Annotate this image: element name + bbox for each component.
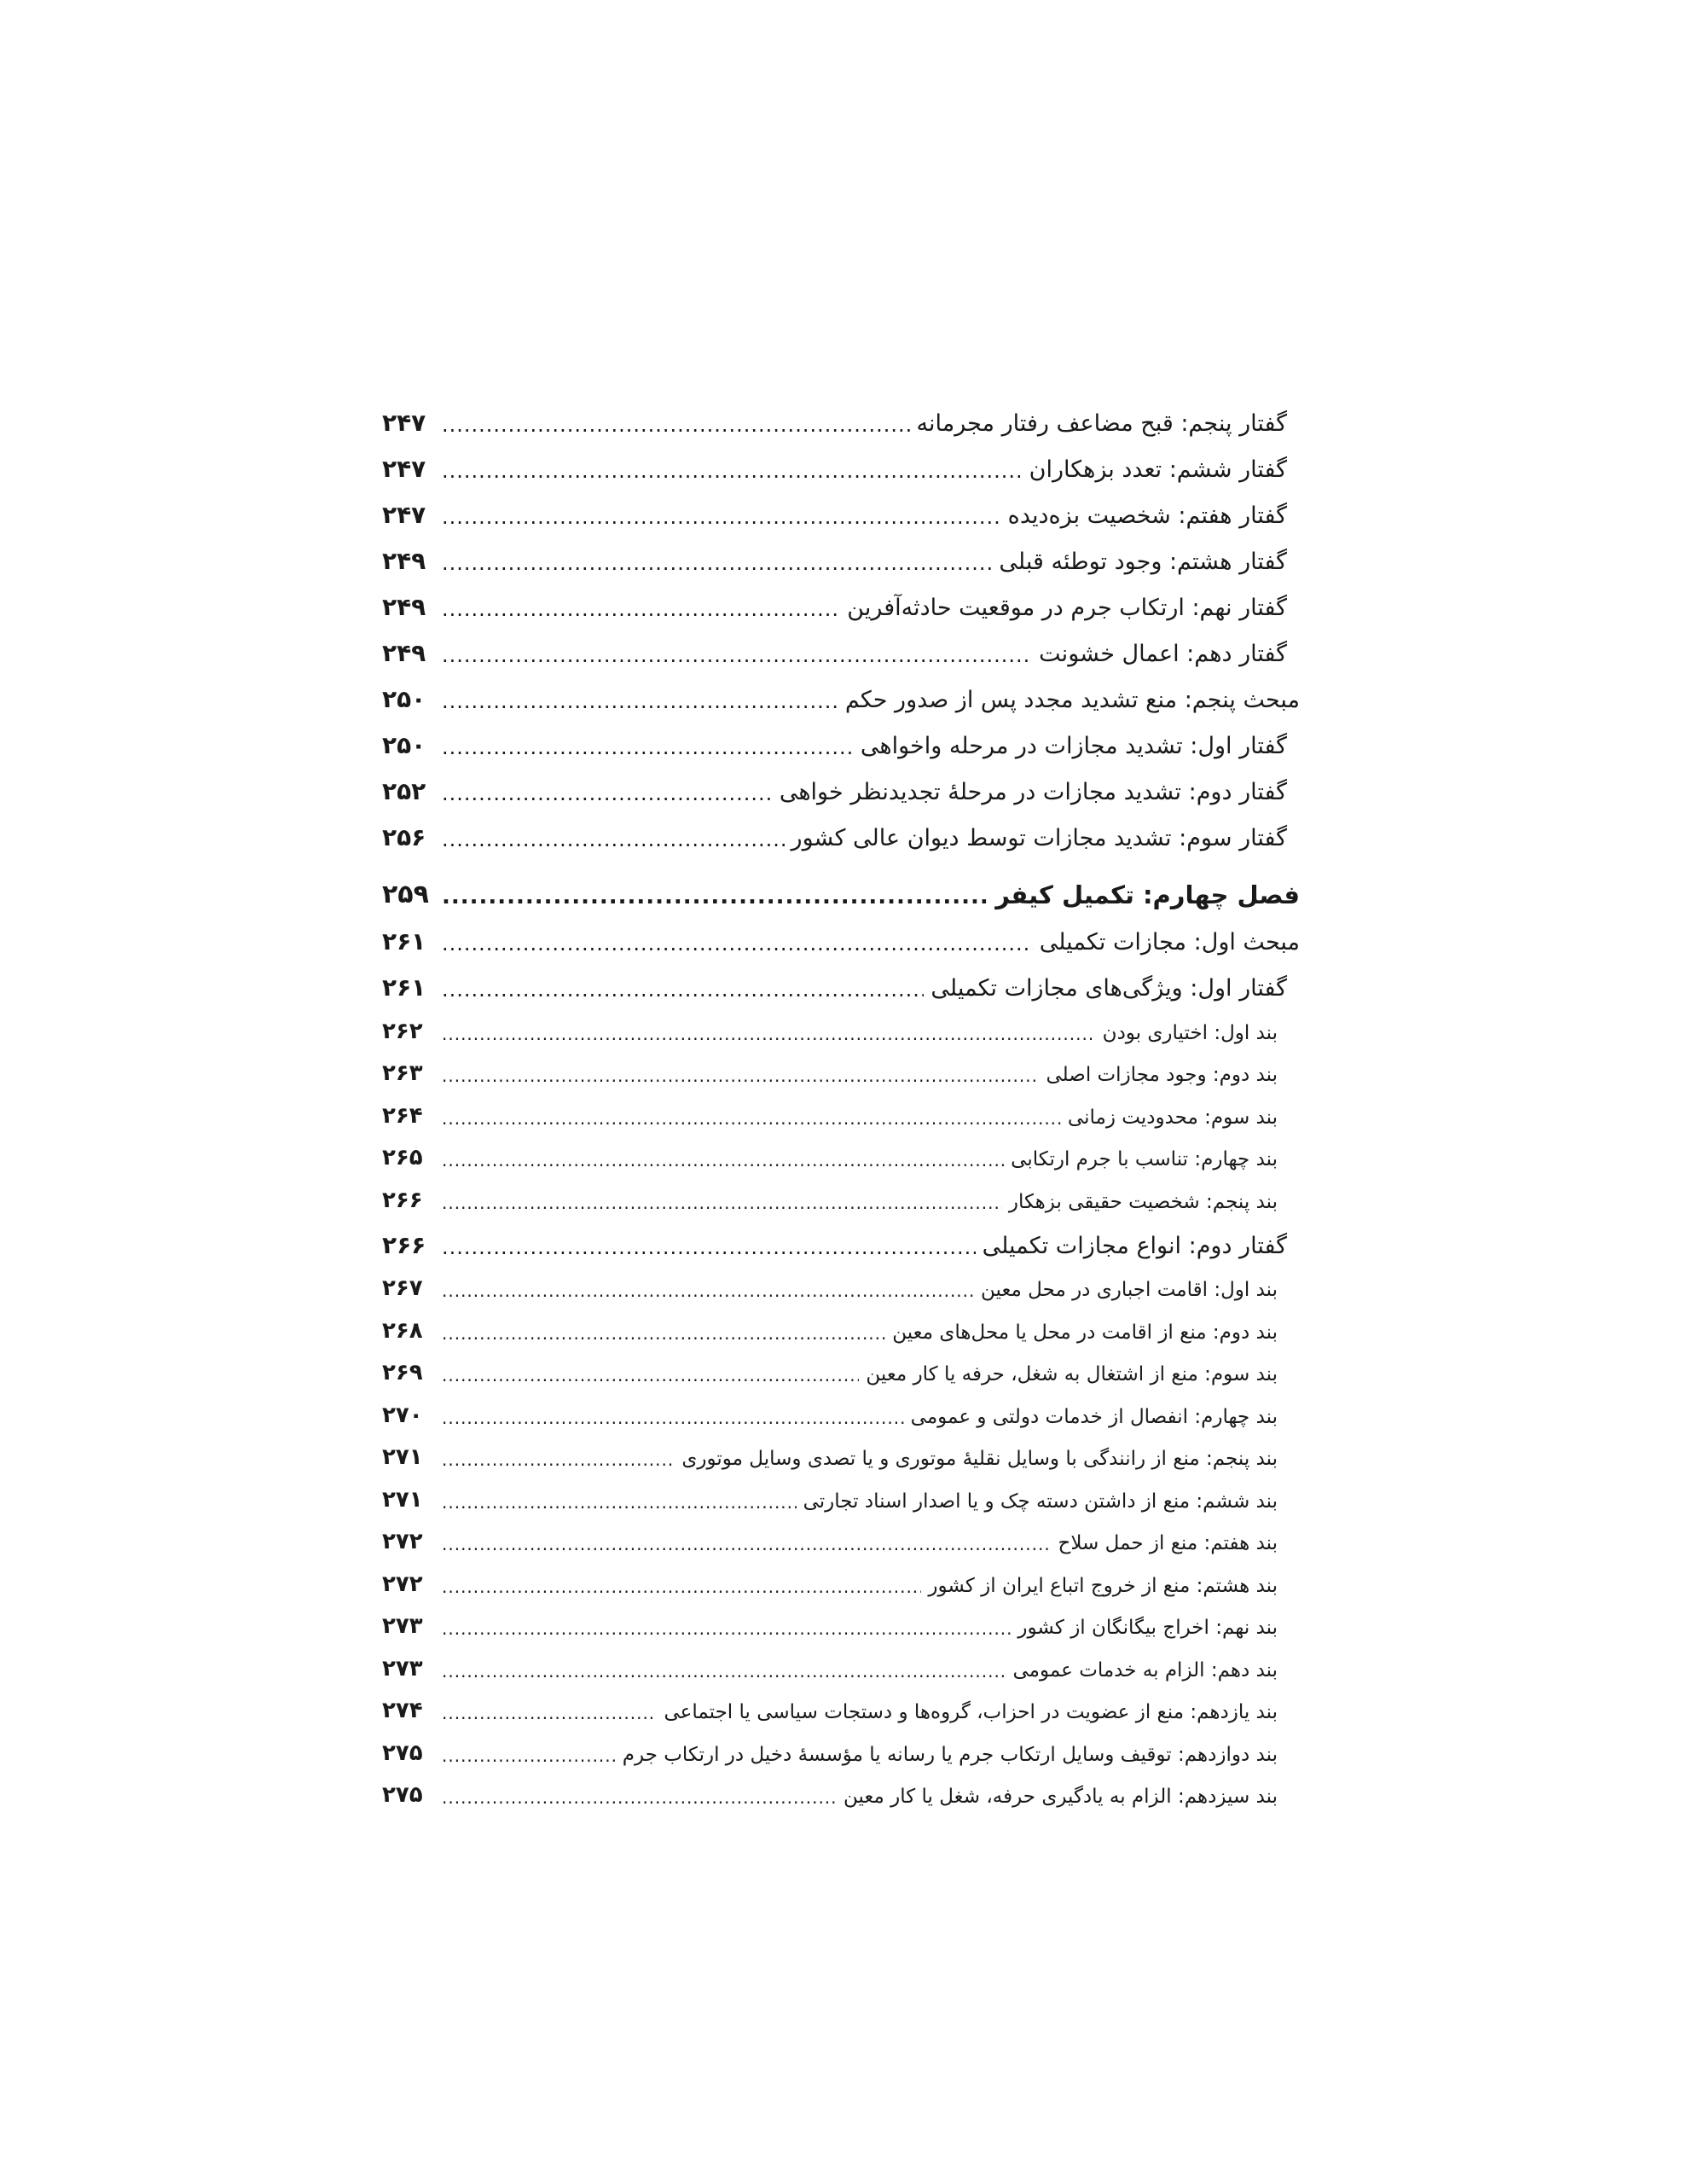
- toc-subentry[interactable]: [382, 1554, 1300, 1597]
- toc-subentry[interactable]: [382, 1597, 1300, 1640]
- dot-leader: [442, 1492, 797, 1513]
- toc-entry-title: بند اول: اقامت اجباری در محل معین: [981, 1279, 1278, 1301]
- dot-leader: [442, 1787, 837, 1808]
- toc-entry-page: ۲۶۱: [382, 973, 426, 1002]
- dot-leader: [442, 1066, 1040, 1086]
- toc-entry-title: بند هشتم: منع از خروج اتباع ایران از کشور: [928, 1574, 1278, 1597]
- dot-leader: [442, 1618, 1011, 1639]
- toc-entry-title: بند یازدهم: منع از عضویت در احزاب، گروه‌ها و دستجات سیاسی یا اجتماعی: [664, 1701, 1278, 1723]
- toc-entry-title: گفتار اول: تشدید مجازات در مرحله واخواهی: [860, 733, 1287, 759]
- toc-subentry[interactable]: [382, 1766, 1300, 1809]
- toc-entry-title: گفتار پنجم: قبح مضاعف رفتار مجرمانه: [916, 410, 1287, 437]
- dot-leader: [442, 689, 838, 713]
- toc-entry[interactable]: [382, 437, 1300, 483]
- toc-entry-page: ۲۶۲: [382, 1018, 423, 1044]
- toc-chapter-heading[interactable]: [382, 851, 1300, 909]
- toc-entry-title: گفتار نهم: ارتکاب جرم در موقعیت حادثه‌آفرین: [847, 595, 1287, 621]
- toc-entry-page: ۲۷۴: [382, 1698, 423, 1723]
- toc-entry-page: ۲۵۶: [382, 823, 426, 851]
- dot-leader: [442, 1661, 1006, 1682]
- toc-entry[interactable]: [382, 909, 1300, 956]
- dot-leader: [442, 505, 1001, 529]
- toc-entry-title: گفتار دهم: اعمال خشونت: [1039, 641, 1287, 667]
- toc-entry-page: ۲۷۳: [382, 1613, 423, 1639]
- toc-entry-title: گفتار سوم: تشدید مجازات توسط دیوان عالی کشور: [791, 825, 1287, 851]
- toc-entry-title: گفتار دوم: انواع مجازات تکمیلی: [982, 1232, 1287, 1259]
- toc-entry-page: ۲۶۹: [382, 1360, 423, 1385]
- toc-subentry[interactable]: [382, 1470, 1300, 1513]
- toc-entry-page: ۲۶۱: [382, 927, 426, 956]
- dot-leader: [442, 781, 773, 805]
- toc-entry-page: ۲۷۰: [382, 1402, 423, 1428]
- toc-subentry[interactable]: [382, 1682, 1300, 1724]
- dot-leader: [442, 413, 910, 437]
- table-of-contents: [382, 391, 1300, 1808]
- toc-entry-page: ۲۷۱: [382, 1444, 423, 1470]
- toc-entry-title: فصل چهارم: تکمیل کیفر: [995, 880, 1300, 909]
- toc-entry[interactable]: [382, 667, 1300, 713]
- toc-entry-title: بند پنجم: منع از رانندگی با وسایل نقلیۀ موتوری و یا تصدی وسایل موتوری: [681, 1448, 1278, 1470]
- toc-entry-page: ۲۵۰: [382, 685, 426, 713]
- toc-subentry[interactable]: [382, 1002, 1300, 1044]
- toc-entry-title: بند سوم: منع از اشتغال به شغل، حرفه یا کار معین: [866, 1363, 1278, 1385]
- dot-leader: [442, 1577, 921, 1597]
- toc-entry-title: بند دوم: منع از اقامت در محل یا محل‌های معین: [892, 1321, 1278, 1344]
- toc-entry[interactable]: [382, 713, 1300, 759]
- dot-leader: [442, 1365, 859, 1385]
- toc-entry[interactable]: [382, 805, 1300, 851]
- toc-entry-page: ۲۵۰: [382, 731, 426, 759]
- toc-entry-page: ۲۶۶: [382, 1187, 423, 1213]
- dot-leader: [442, 1193, 1002, 1213]
- dot-leader: [442, 643, 1032, 667]
- dot-leader: [442, 1024, 1096, 1044]
- toc-entry-page: ۲۴۷: [382, 501, 426, 529]
- toc-subentry[interactable]: [382, 1723, 1300, 1766]
- toc-entry-page: ۲۴۷: [382, 409, 426, 437]
- dot-leader: [442, 1235, 976, 1259]
- toc-entry-page: ۲۶۴: [382, 1102, 423, 1129]
- toc-entry[interactable]: [382, 391, 1300, 437]
- toc-entry-page: ۲۵۹: [382, 880, 429, 909]
- toc-entry-title: مبحث پنجم: منع تشدید مجدد پس از صدور حکم: [844, 687, 1300, 713]
- toc-entry[interactable]: [382, 1213, 1300, 1259]
- dot-leader: [442, 1408, 904, 1428]
- toc-subentry[interactable]: [382, 1170, 1300, 1213]
- toc-entry[interactable]: [382, 575, 1300, 621]
- toc-entry-title: بند دهم: الزام به خدمات عمومی: [1012, 1658, 1278, 1682]
- toc-entry-page: ۲۷۵: [382, 1782, 423, 1808]
- toc-entry-title: گفتار اول: ویژگی‌های مجازات تکمیلی: [930, 975, 1287, 1002]
- toc-entry-page: ۲۷۵: [382, 1740, 423, 1766]
- toc-entry-title: گفتار هفتم: شخصیت بزه‌دیده: [1007, 502, 1287, 529]
- toc-entry-page: ۲۵۲: [382, 777, 426, 805]
- toc-subentry[interactable]: [382, 1639, 1300, 1682]
- toc-entry-page: ۲۶۶: [382, 1230, 426, 1259]
- toc-subentry[interactable]: [382, 1129, 1300, 1171]
- dot-leader: [442, 551, 992, 575]
- toc-entry-title: بند چهارم: تناسب با جرم ارتکابی: [1011, 1148, 1278, 1170]
- toc-entry[interactable]: [382, 483, 1300, 529]
- toc-entry-title: بند ششم: منع از داشتن دسته چک و یا اصدار اسناد تجارتی: [803, 1490, 1278, 1513]
- dot-leader: [442, 1703, 657, 1723]
- toc-entry-title: بند نهم: اخراج بیگانگان از کشور: [1017, 1617, 1278, 1639]
- toc-entry-page: ۲۶۸: [382, 1317, 423, 1344]
- toc-entry-page: ۲۶۷: [382, 1275, 423, 1301]
- toc-entry-page: ۲۴۷: [382, 455, 426, 483]
- toc-entry-page: ۲۴۹: [382, 547, 426, 575]
- toc-entry[interactable]: [382, 529, 1300, 575]
- toc-entry-title: بند پنجم: شخصیت حقیقی بزهکار: [1008, 1190, 1278, 1213]
- toc-entry-title: گفتار دوم: تشدید مجازات در مرحلۀ تجدیدنظر خواهی: [779, 779, 1287, 805]
- toc-entry-page: ۲۷۱: [382, 1486, 423, 1513]
- toc-entry-page: ۲۷۲: [382, 1571, 423, 1597]
- toc-entry-title: بند دوم: وجود مجازات اصلی: [1046, 1064, 1278, 1086]
- toc-subentry[interactable]: [382, 1513, 1300, 1555]
- dot-leader: [442, 459, 1023, 483]
- dot-leader: [442, 1323, 885, 1344]
- toc-entry[interactable]: [382, 956, 1300, 1002]
- dot-leader: [442, 1108, 1061, 1129]
- dot-leader: [442, 884, 988, 909]
- toc-entry[interactable]: [382, 759, 1300, 805]
- dot-leader: [442, 932, 1033, 956]
- toc-entry-title: مبحث اول: مجازات تکمیلی: [1039, 929, 1300, 956]
- toc-entry-page: ۲۶۵: [382, 1145, 423, 1170]
- toc-entry-title: بند سیزدهم: الزام به یادگیری حرفه، شغل یا کار معین: [843, 1786, 1278, 1808]
- dot-leader: [442, 1449, 675, 1470]
- dot-leader: [442, 1281, 974, 1301]
- toc-subentry[interactable]: [382, 1044, 1300, 1087]
- dot-leader: [442, 735, 854, 759]
- toc-entry-title: بند چهارم: انفصال از خدمات دولتی و عمومی: [910, 1405, 1278, 1428]
- dot-leader: [442, 597, 840, 621]
- toc-entry-page: ۲۷۲: [382, 1529, 423, 1554]
- toc-entry-title: بند اول: اختیاری بودن: [1102, 1021, 1278, 1044]
- toc-subentry[interactable]: [382, 1086, 1300, 1129]
- toc-entry-page: ۲۶۳: [382, 1060, 423, 1086]
- toc-entry-title: گفتار هشتم: وجود توطئه قبلی: [999, 549, 1287, 575]
- toc-entry-title: بند سوم: محدودیت زمانی: [1067, 1106, 1278, 1129]
- toc-entry-page: ۲۴۹: [382, 639, 426, 667]
- toc-subentry[interactable]: [382, 1301, 1300, 1344]
- toc-entry[interactable]: [382, 621, 1300, 667]
- toc-entry-title: بند دوازدهم: توقیف وسایل ارتکاب جرم یا رسانه یا مؤسسۀ دخیل در ارتکاب جرم: [622, 1743, 1278, 1766]
- toc-subentry[interactable]: [382, 1385, 1300, 1428]
- dot-leader: [442, 978, 924, 1002]
- dot-leader: [442, 1534, 1051, 1554]
- toc-entry-title: گفتار ششم: تعدد بزهکاران: [1029, 456, 1287, 483]
- dot-leader: [442, 1745, 616, 1766]
- toc-subentry[interactable]: [382, 1428, 1300, 1471]
- toc-entry-page: ۲۷۳: [382, 1655, 423, 1682]
- dot-leader: [442, 1150, 1004, 1170]
- toc-subentry[interactable]: [382, 1344, 1300, 1386]
- dot-leader: [442, 828, 785, 851]
- toc-subentry[interactable]: [382, 1259, 1300, 1302]
- toc-entry-title: بند هفتم: منع از حمل سلاح: [1058, 1532, 1278, 1554]
- toc-entry-page: ۲۴۹: [382, 593, 426, 621]
